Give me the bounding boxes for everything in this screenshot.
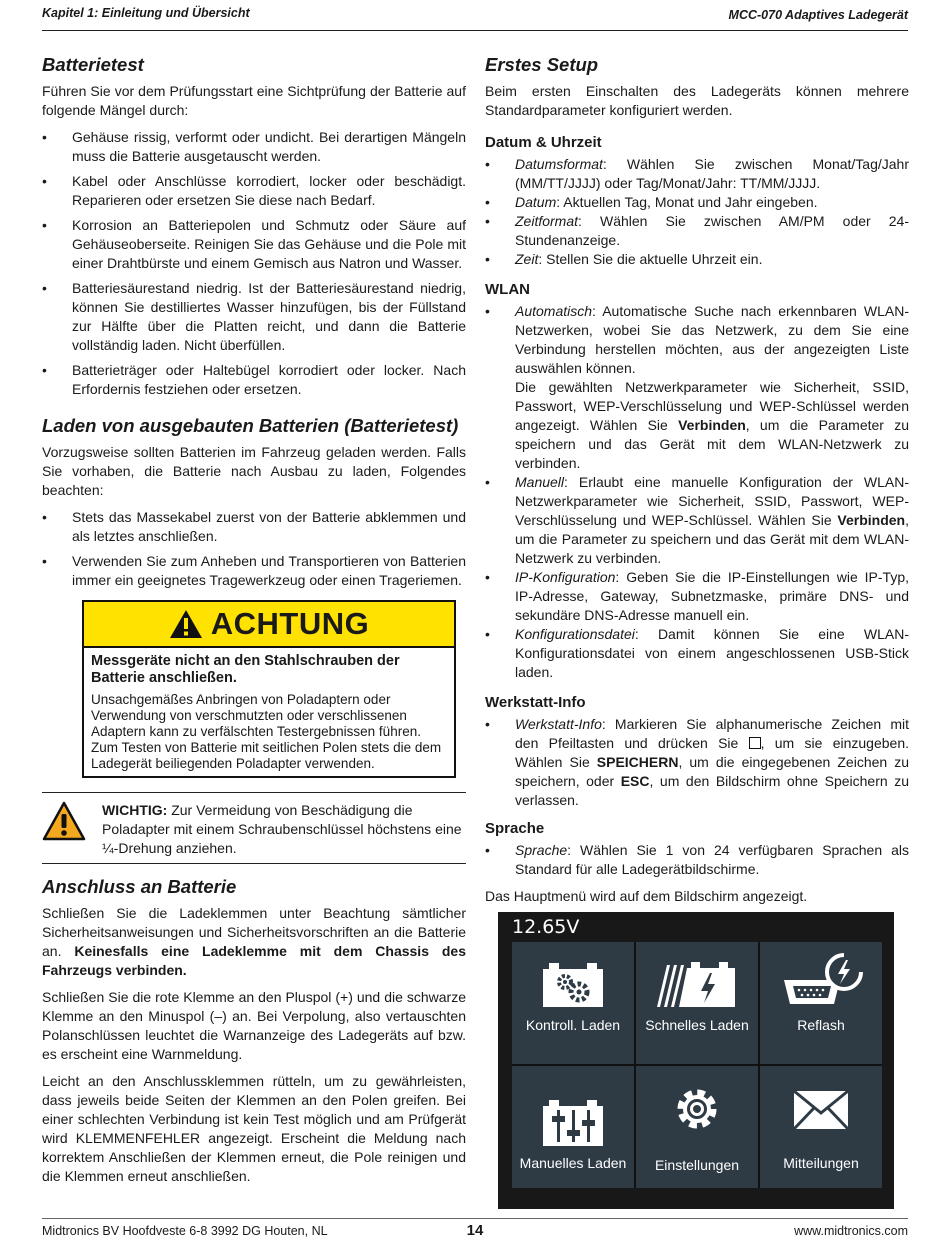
tile-label: Reflash (797, 1017, 845, 1033)
item-text: : Wählen Sie zwischen Monat/Tag/Jahr (MM/TT/JJJJ) oder Tag/Monat/Jahr: TT/MM/JJJJ. (515, 156, 909, 191)
page-header (42, 6, 908, 31)
item-bold: Verbinden (678, 417, 746, 433)
laden-list (42, 508, 466, 590)
tile-label: Manuelles Laden (519, 1155, 627, 1171)
heading-laden: Laden von ausgebauten Batterien (Batterietest) (42, 415, 459, 436)
header-chapter: Kapitel 1: Einleitung und Übersicht (42, 6, 250, 20)
item-text: : Aktuellen Tag, Monat und Jahr eingeben. (556, 194, 818, 210)
item-text: Die gewählten Netzwerkparameter wie Sicherheit, SSID, Passwort, WEP-Verschlüsselung und WEP-Schlüssel werden angezeigt. Wählen Sie (515, 379, 909, 433)
item-bold: Verbinden (837, 512, 906, 528)
reflash-connector-icon (774, 950, 868, 1010)
item-term: Datumsformat (515, 156, 603, 172)
list-item: • Kabel oder Anschlüsse korrodiert, locker oder beschädigt. Reparieren oder ersetzen Sie diese nach Bedarf. (42, 172, 466, 210)
item-term: Sprache (515, 842, 568, 858)
menu-tile-mitteilungen[interactable] (760, 1066, 882, 1188)
list-item (485, 473, 909, 568)
item-term: Datum (515, 194, 557, 210)
item-text: , um sie einzugeben. Wählen Sie (515, 735, 909, 770)
list-item: • Verwenden Sie zum Anheben und Transportieren von Batterien immer ein geeignetes Tragewerkzeug oder einen Trageriemen. (42, 552, 466, 590)
warning-label: ACHTUNG (210, 606, 370, 641)
envelope-icon (791, 1088, 851, 1132)
page-footer (42, 1218, 908, 1239)
menu-grid (512, 942, 882, 1188)
voltage-readout: 12.65V (512, 916, 580, 938)
item-term: Zeit (515, 251, 539, 267)
right-column (485, 54, 909, 1209)
item-term: Zeitformat (515, 213, 579, 229)
item-text: : Wählen Sie zwischen AM/PM oder 24-Stundenanzeige. (515, 213, 909, 248)
datum-list (485, 155, 909, 269)
item-text: : Geben Sie die IP-Einstellungen wie IP-Typ, IP-Adresse, Gateway, Subnetzmaske, primäre DNS- und sekundäre DNS-Adresse manuell ein. (515, 569, 909, 623)
tile-label: Mitteilungen (783, 1155, 859, 1171)
laden-intro: Vorzugsweise sollten Batterien im Fahrzeug geladen werden. Falls Sie vorhaben, die Batterie nach Ausbau zu laden, Folgendes beachten: (42, 444, 466, 498)
battery-gear-icon (541, 960, 605, 1010)
list-item (485, 841, 909, 879)
wlan-list (485, 302, 909, 682)
heading-datum: Datum & Uhrzeit (485, 134, 602, 151)
menu-tile-einstellungen[interactable] (636, 1066, 758, 1188)
heading-werkstatt: Werkstatt-Info (485, 694, 586, 711)
warning-text: Unsachgemäßes Anbringen von Poladaptern oder Verwendung von verschmutzten oder verschlissenen Adaptern kann zu verfälschten Testergebnissen führen. Zum Testen von Batterie mit seitlichen Polen stets die dem Ladegerät beiliegenden Poladapter verwenden. (91, 692, 442, 771)
heading-sprache: Sprache (485, 820, 545, 837)
anschluss-p3: Leicht an den Anschlussklemmen rütteln, um zu gewährleisten, dass jeweils beide Seiten der Klemmen an den Polen greifen. Bei einer schlechten Verbindung ist kein Test möglich und am Prüfgerät wird KLEMMENFEHLER angezeigt. Erscheint die Meldung nach korrektem Anschließen der Klemmen erneut, die Pole reinigen und die Klemmen erneut anschließen. (42, 1073, 466, 1184)
fast-charge-icon (655, 960, 739, 1010)
item-text: : Stellen Sie die aktuelle Uhrzeit ein. (538, 251, 763, 267)
list-item: • Gehäuse rissig, verformt oder undicht. Bei derartigen Mängeln muss die Batterie ausgetauscht werden. (42, 128, 466, 166)
important-notice (42, 792, 466, 864)
anschluss-p1-bold: Keinesfalls eine Ladeklemme mit dem Chassis des Fahrzeugs verbinden. (42, 943, 466, 978)
item-bold: ESC (620, 773, 650, 789)
list-item (485, 212, 909, 250)
enter-key-icon (749, 737, 761, 749)
hauptmenu-text: Das Hauptmenü wird auf dem Bildschirm angezeigt. (485, 888, 808, 904)
list-item: • Korrosion an Batteriepolen und Schmutz oder Säure auf Gehäuseoberseite. Reinigen Sie das Gehäuse und die Pole mit einer Drahtbürste und einem Gemisch aus Natron und Wasser. (42, 216, 466, 273)
warning-title: Messgeräte nicht an den Stahlschrauben der Batterie anschließen. (91, 653, 400, 686)
item-text: : Erlaubt eine manuelle Konfiguration der WLAN-Netzwerkparameter wie Sicherheit, SSID, Passwort, WEP-Verschlüsselung und WEP-Schlüssel. Wählen Sie (515, 474, 909, 528)
list-item: • Stets das Massekabel zuerst von der Batterie abklemmen und als letztes anschließen. (42, 508, 466, 546)
item-text: : Damit können Sie eine WLAN-Konfigurationsdatei von einem angeschlossenen USB-Stick laden. (515, 626, 909, 680)
warning-box (82, 600, 456, 778)
heading-wlan: WLAN (485, 281, 530, 298)
menu-tile-schnelles-laden[interactable] (636, 942, 758, 1064)
notice-text: Zur Vermeidung von Beschädigung die Poladapter mit einem Schraubenschlüssel höchstens eine ¼-Drehung anziehen. (102, 802, 462, 856)
item-text: , um die eingegebenen Zeichen zu speichern, oder (515, 754, 910, 789)
warning-header (84, 602, 454, 648)
footer-website[interactable]: www.midtronics.com (794, 1224, 908, 1238)
warning-triangle-icon (169, 609, 203, 639)
main-menu-screenshot (498, 912, 894, 1209)
menu-tile-reflash[interactable] (760, 942, 882, 1064)
tile-label: Schnelles Laden (645, 1017, 749, 1033)
anschluss-p2: Schließen Sie die rote Klemme an den Pluspol (+) und die schwarze Klemme an den Minuspol (–) an. Bei Verpolung, also vertauschten Polanschlüssen leuchtet die Warnanzeige des Ladegeräts auf bzw. es erscheint eine Warnmeldung. (42, 989, 466, 1062)
list-item (485, 568, 909, 625)
left-column (42, 54, 466, 1194)
list-item (485, 155, 909, 193)
menu-tile-kontroll-laden[interactable] (512, 942, 634, 1064)
menu-tile-manuelles-laden[interactable] (512, 1066, 634, 1188)
heading-anschluss: Anschluss an Batterie (42, 876, 237, 897)
list-item (485, 193, 909, 212)
item-term: Konfigurationsdatei (515, 626, 635, 642)
werkstatt-list (485, 715, 909, 810)
list-item (485, 250, 909, 269)
item-term: Werkstatt-Info (515, 716, 602, 732)
item-term: Automatisch (515, 303, 593, 319)
gear-icon (672, 1084, 722, 1134)
batterietest-list (42, 128, 466, 399)
heading-setup: Erstes Setup (485, 54, 599, 75)
item-bold: SPEICHERN (596, 754, 679, 770)
page-number: 14 (466, 1222, 484, 1239)
batterietest-intro: Führen Sie vor dem Prüfungsstart eine Sichtprüfung der Batterie auf folgende Mängel durch: (42, 83, 466, 118)
tile-label: Einstellungen (654, 1157, 740, 1173)
setup-intro: Beim ersten Einschalten des Ladegeräts können mehrere Standardparameter konfiguriert werden. (485, 83, 909, 118)
list-item (485, 302, 909, 473)
list-item: • Batteriesäurestand niedrig. Ist der Batteriesäurestand niedrig, können Sie destilliertes Wasser hinzufügen, bis der Füllstand zur Hälfte über die Platten reicht, und dann die Batterie vollständig laden. Nicht überfüllen. (42, 279, 466, 355)
footer-address: Midtronics BV Hoofdveste 6-8 3992 DG Houten, NL (42, 1224, 328, 1238)
anschluss-p1-text: Schließen Sie die Ladeklemmen unter Beachtung sämtlicher Sicherheitsanweisungen und Sicherheitsvorschriften an die Batterie an. (42, 905, 466, 959)
header-product: MCC-070 Adaptives Ladegerät (728, 8, 908, 22)
heading-batterietest: Batterietest (42, 54, 144, 75)
notice-label: WICHTIG: (102, 802, 168, 818)
tile-label: Kontroll. Laden (525, 1017, 621, 1033)
sprache-list (485, 841, 909, 879)
item-text: : Markieren Sie alphanumerische Zeichen mit den Pfeiltasten und drücken Sie (515, 716, 909, 751)
item-text: , um den Bildschirm ohne Speichern zu verlassen. (515, 773, 909, 808)
battery-sliders-icon (541, 1098, 605, 1148)
item-text: : Automatische Suche nach erkennbaren WLAN-Netzwerken, wobei Sie das Netzwerk, zu dem Sie eine Verbindung herstellen möchten, aus der angezeigten Liste auswählen können. (515, 303, 909, 376)
caution-triangle-icon (42, 801, 86, 841)
anschluss-p1 (42, 904, 466, 980)
item-term: IP-Konfiguration (515, 569, 616, 585)
item-term: Manuell (515, 474, 565, 490)
list-item (485, 715, 909, 810)
item-text: , um die Parameter zu speichern und das Gerät mit dem WLAN-Netzwerk zu verbinden. (515, 512, 909, 566)
list-item (485, 625, 909, 682)
item-text: : Wählen Sie 1 von 24 verfügbaren Sprachen als Standard für alle Ladegerätbildschirme. (515, 842, 909, 877)
item-text: , um die Parameter zu speichern und das Gerät mit dem WLAN-Netzwerk zu verbinden. (515, 417, 909, 471)
list-item: • Batterieträger oder Haltebügel korrodiert oder locker. Nach Erfordernis festziehen oder ersetzen. (42, 361, 466, 399)
